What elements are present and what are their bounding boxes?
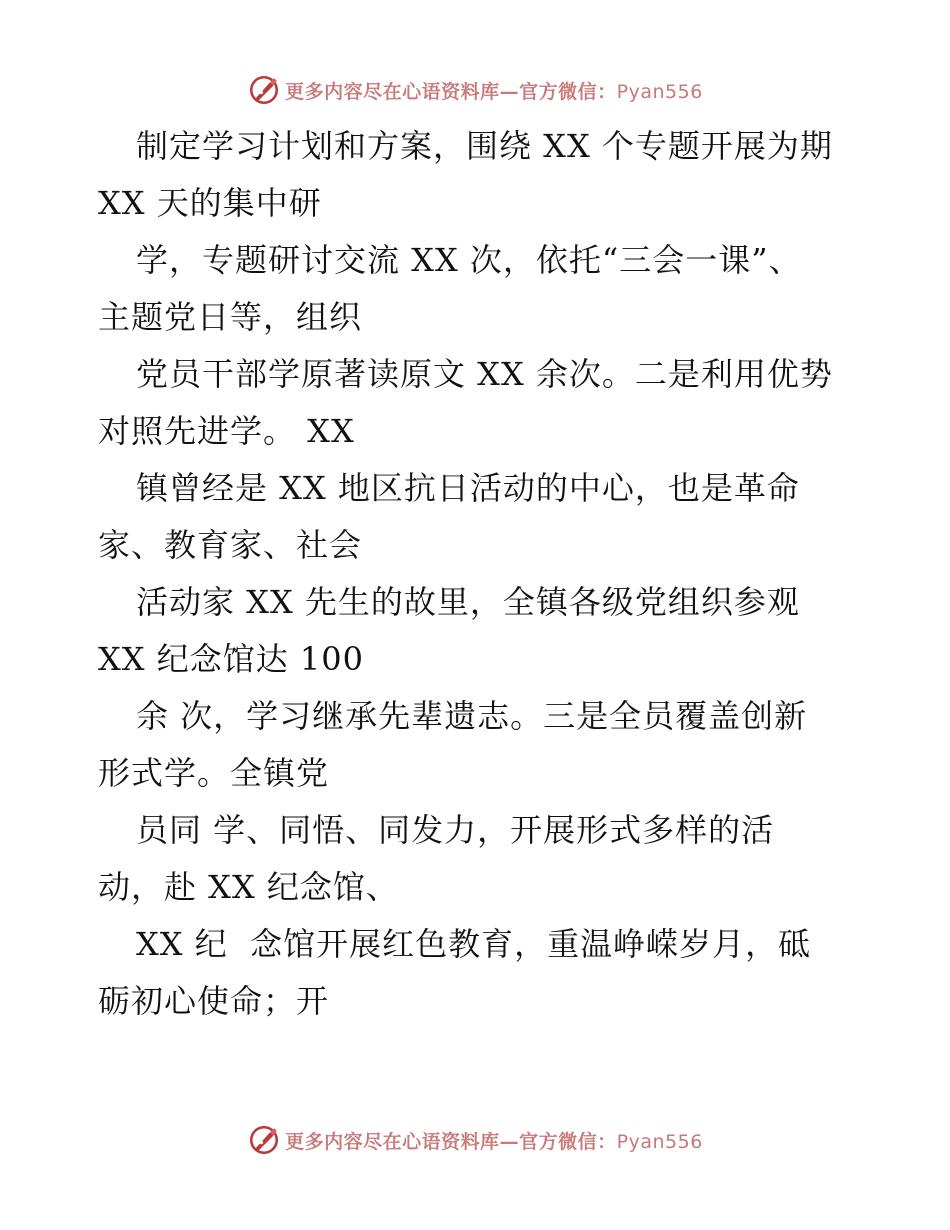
header-banner-id: Pyan556	[616, 80, 703, 103]
paragraph-line: 活动家 XX 先生的故里，全镇各级党组织参观	[136, 583, 800, 621]
header-banner-text: 更多内容尽在心语资料库—官方微信：Pyan556	[285, 80, 703, 103]
footer-banner-id: Pyan556	[616, 1130, 703, 1153]
paragraph-line: 家、教育家、社会	[98, 526, 363, 564]
paragraph-line: XX 纪念馆达 100	[98, 640, 364, 678]
paragraph-line: 制定学习计划和方案，围绕 XX 个专题开展为期	[136, 127, 833, 165]
paragraph-6	[98, 688, 868, 802]
paragraph-8	[98, 916, 868, 1030]
document-body	[98, 118, 868, 1030]
paragraph-line: 对照先进学。 XX	[98, 412, 355, 450]
paragraph-line: XX 纪 念馆开展红色教育，重温峥嵘岁月，砥	[136, 925, 812, 963]
footer-banner-text: 更多内容尽在心语资料库—官方微信：Pyan556	[285, 1130, 703, 1153]
paragraph-line: 学，专题研讨交流 XX 次，依托“三会一课”、	[136, 241, 802, 279]
pen-nib-circle-logo-icon	[247, 73, 281, 107]
paragraph-line: 动，赴 XX 纪念馆、	[98, 868, 399, 906]
paragraph-line: 员同 学、同悟、同发力，开展形式多样的活	[136, 811, 775, 849]
paragraph-2	[98, 232, 868, 346]
paragraph-3	[98, 346, 868, 460]
paragraph-line: 余 次，学习继承先辈遗志。三是全员覆盖创新	[136, 697, 808, 735]
paragraph-5	[98, 574, 868, 688]
paragraph-1	[98, 118, 868, 232]
paragraph-4	[98, 460, 868, 574]
paragraph-line: 党员干部学原著读原文 XX 余次。二是利用优势	[136, 355, 833, 393]
footer-banner	[0, 1120, 950, 1160]
paragraph-line: 砺初心使命；开	[98, 982, 330, 1020]
paragraph-line: 主题党日等，组织	[98, 298, 363, 336]
paragraph-7	[98, 802, 868, 916]
paragraph-line: 镇曾经是 XX 地区抗日活动的中心，也是革命	[136, 469, 800, 507]
pen-nib-circle-logo-icon	[247, 1123, 281, 1157]
paragraph-line: XX 天的集中研	[98, 184, 322, 222]
paragraph-line: 形式学。全镇党	[98, 754, 330, 792]
header-banner	[0, 70, 950, 110]
